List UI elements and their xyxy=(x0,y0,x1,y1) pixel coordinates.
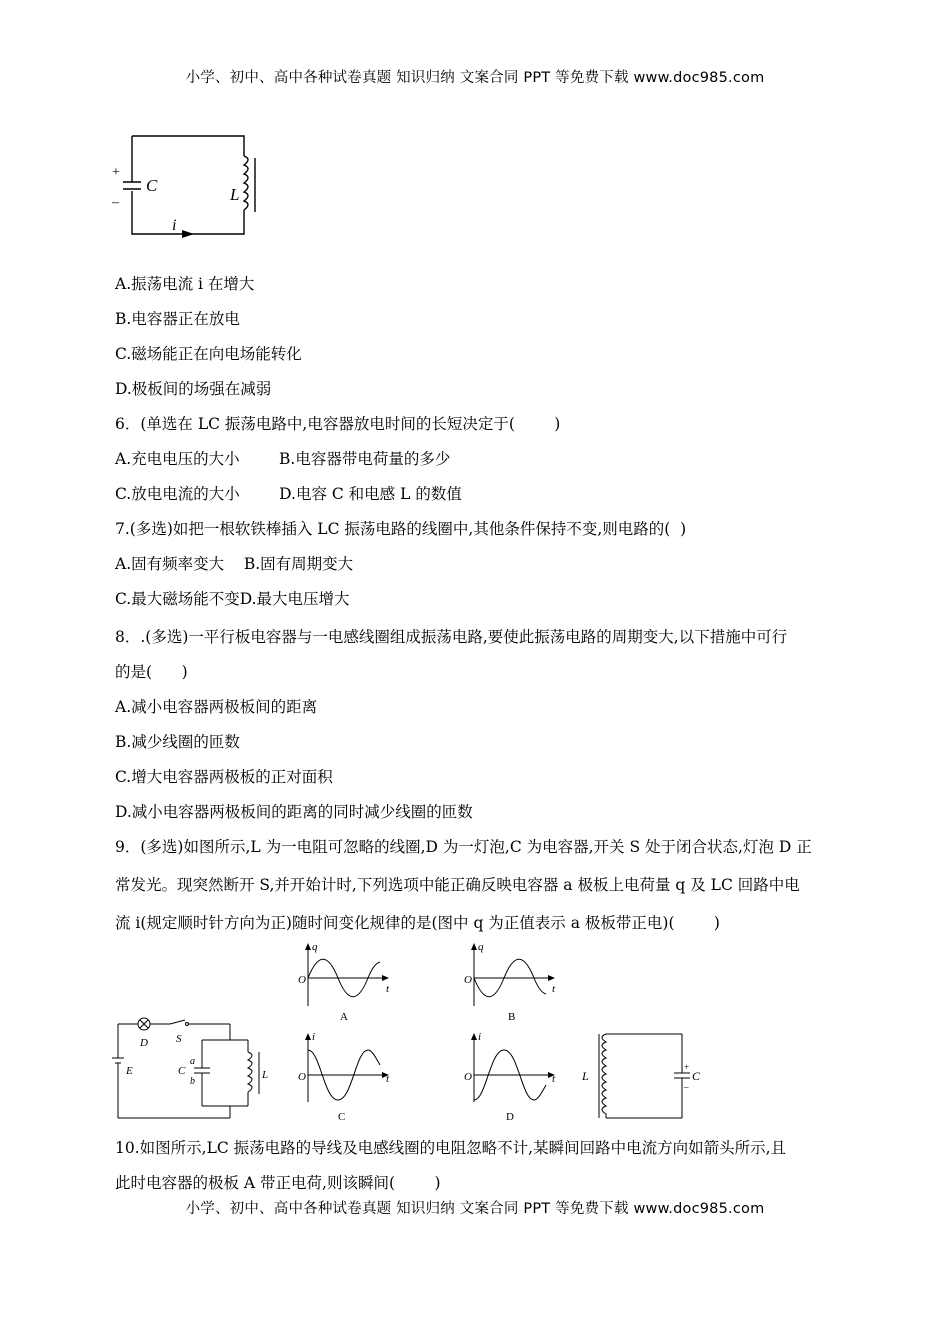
svg-text:t: t xyxy=(386,1073,390,1085)
q5-option-d: D.极板间的场强在减弱 xyxy=(115,380,272,398)
svg-text:L: L xyxy=(262,1069,269,1081)
q6-options-row2: C.放电电流的大小 D.电容 C 和电感 L 的数值 xyxy=(115,485,462,503)
q9-text-line2: 常发光。现突然断开 S,并开始计时,下列选项中能正确反映电容器 a 极板上电荷量 q 及 LC 回路中电 xyxy=(115,876,800,894)
svg-text:C: C xyxy=(692,1069,701,1083)
svg-text:D: D xyxy=(140,1037,148,1049)
q8-option-a: A.减小电容器两极板间的距离 xyxy=(115,698,318,716)
page-footer: 小学、初中、高中各种试卷真题 知识归纳 文案合同 PPT 等免费下载 www.doc985.com xyxy=(185,1201,765,1217)
q5-option-c: C.磁场能正在向电场能转化 xyxy=(115,345,302,363)
svg-text:C: C xyxy=(178,1065,186,1077)
q9-graph-d xyxy=(458,1030,568,1125)
svg-text:+: + xyxy=(684,1062,690,1072)
q8-option-c: C.增大电容器两极板的正对面积 xyxy=(115,768,333,786)
svg-text:t: t xyxy=(552,983,556,995)
graph-b-label: B xyxy=(508,1011,516,1023)
q10-text-line2: 此时电容器的极板 A 带正电荷,则该瞬间( ) xyxy=(115,1174,441,1192)
q9-graph-a xyxy=(292,938,402,1023)
svg-text:–: – xyxy=(684,1082,689,1092)
q9-graph-c xyxy=(292,1030,402,1125)
svg-text:t: t xyxy=(386,983,390,995)
q8-option-d: D.减小电容器两极板间的距离的同时减少线圈的匝数 xyxy=(115,803,473,821)
capacitor-label: C xyxy=(146,176,158,195)
q9-circuit-figure xyxy=(110,1012,280,1124)
svg-text:i: i xyxy=(478,1031,482,1043)
svg-text:q: q xyxy=(478,941,484,953)
q5-option-b: B.电容器正在放电 xyxy=(115,310,240,328)
current-label: i xyxy=(172,217,177,234)
q7-options-row2: C.最大磁场能不变D.最大电压增大 xyxy=(115,590,350,608)
q8-stem-line1: 8．.(多选)一平行板电容器与一电感线圈组成振荡电路,要使此振荡电路的周期变大,以下措施中可行 xyxy=(115,628,788,646)
svg-text:O: O xyxy=(464,974,472,986)
q10-text-line1: 10.如图所示,LC 振荡电路的导线及电感线圈的电阻忽略不计,某瞬间回路中电流方向如箭头所示,且 xyxy=(115,1139,787,1157)
inductor-label: L xyxy=(230,185,240,204)
svg-text:O: O xyxy=(298,974,306,986)
svg-text:O: O xyxy=(464,1071,472,1083)
q9-text-line1: 9．(多选)如图所示,L 为一电阻可忽略的线圈,D 为一灯泡,C 为电容器,开关 S 处于闭合状态,灯泡 D 正 xyxy=(115,838,812,856)
page-header: 小学、初中、高中各种试卷真题 知识归纳 文案合同 PPT 等免费下载 www.doc985.com xyxy=(185,70,765,86)
graph-c-label: C xyxy=(338,1111,346,1123)
lc-circuit-figure xyxy=(108,128,258,243)
q7-options-row1: A.固有频率变大 B.固有周期变大 xyxy=(115,555,354,573)
svg-text:t: t xyxy=(552,1073,556,1085)
q8-option-b: B.减少线圈的匝数 xyxy=(115,733,240,751)
q9-graph-b xyxy=(458,938,568,1023)
svg-text:q: q xyxy=(312,941,318,953)
q6-stem: 6．(单选在 LC 振荡电路中,电容器放电时间的长短决定于( ) xyxy=(115,415,561,433)
svg-text:S: S xyxy=(176,1033,182,1045)
svg-text:b: b xyxy=(190,1076,195,1087)
svg-text:L: L xyxy=(582,1069,589,1083)
q8-stem-line2: 的是( ) xyxy=(115,663,188,681)
graph-d-label: D xyxy=(506,1111,514,1123)
q7-stem: 7.(多选)如把一根软铁棒插入 LC 振荡电路的线圈中,其他条件保持不变,则电路的( ) xyxy=(115,520,687,538)
graph-a-label: A xyxy=(340,1011,348,1023)
svg-text:O: O xyxy=(298,1071,306,1083)
svg-text:i: i xyxy=(312,1031,316,1043)
plus-sign: + xyxy=(112,165,120,180)
q5-option-a: A.振荡电流 i 在增大 xyxy=(115,275,255,293)
q9-text-line3: 流 i(规定顺时针方向为正)随时间变化规律的是(图中 q 为正值表示 a 极板带正电)( ) xyxy=(115,914,720,932)
svg-text:E: E xyxy=(126,1065,133,1077)
svg-text:a: a xyxy=(190,1056,195,1067)
q10-lc-figure xyxy=(578,1028,708,1126)
minus-sign: – xyxy=(112,195,119,210)
q6-options-row1: A.充电电压的大小 B.电容器带电荷量的多少 xyxy=(115,450,451,468)
